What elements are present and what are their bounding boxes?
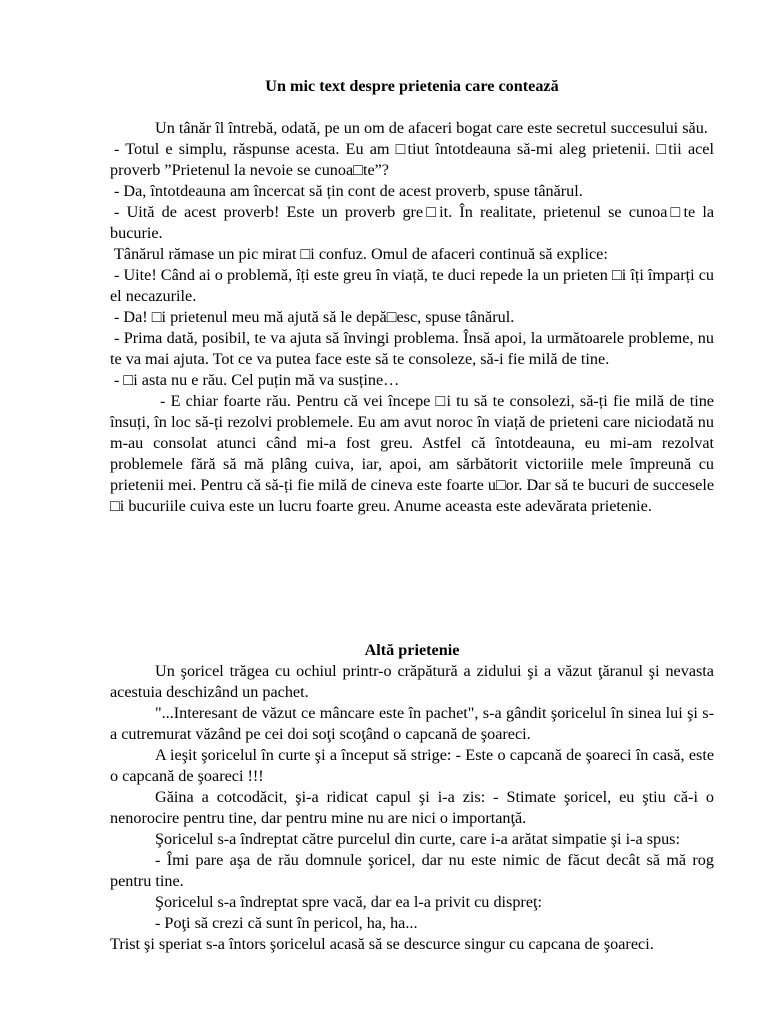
story-section-other-friendship: [110, 640, 714, 955]
paragraph: Şoricelul s-a îndreptat spre vacă, dar ea l-a privit cu dispreţ:: [155, 893, 542, 911]
paragraph: - Totul e simplu, răspunse acesta. Eu am □tiut întotdeauna să-mi aleg prietenii. □tii acel proverb ”Prietenul la nevoie se cunoa□te”?: [110, 140, 714, 179]
paragraph: - Uite! Când ai o problemă, îți este greu în viață, te duci repede la un prieten □i îți împarți cu el necazurile.: [110, 266, 714, 305]
paragraph: A ieşit şoricelul în curte şi a început să strige: - Este o capcană de şoareci în casă, este o capcană de şoareci !!!: [110, 746, 714, 785]
paragraph: Un tânăr îl întrebă, odată, pe un om de afaceri bogat care este secretul succesului său.: [155, 119, 708, 137]
paragraph: "...Interesant de văzut ce mâncare este în pachet", s-a gândit şoricelul în sinea lui şi s-a cutremurat văzând pe cei doi soţi scoţând o capcană de şoareci.: [110, 704, 714, 743]
section-title: Un mic text despre prietenia care contează: [265, 77, 559, 95]
paragraph: - Îmi pare aşa de rău domnule şoricel, dar nu este nimic de făcut decât să mă rog pentru tine.: [110, 851, 714, 890]
paragraph: - Da! □i prietenul meu mă ajută să le depă□esc, spuse tânărul.: [114, 308, 515, 326]
paragraph: - Prima dată, posibil, te va ajuta să învingi problema. Însă apoi, la următoarele probleme, nu te va mai ajuta. Tot ce va putea face este să te consoleze, să-i fie milă de tine.: [110, 329, 714, 368]
paragraph: - Da, întotdeauna am încercat să țin cont de acest proverb, spuse tânărul.: [114, 182, 583, 200]
paragraph: - E chiar foarte rău. Pentru că vei începe □i tu să te consolezi, să-ți fie milă de tine însuți, în loc să-ți rezolvi problemele. Eu am avut noroc în viață de prieteni care niciodată nu m-au consolat atunci când mi-a fost greu. Astfel că întotdeauna, eu mi-am rezolvat problemele fără să mă plâng cuiva, iar, apoi, am sărbătorit victoriile mele împreună cu prietenii mei. Pentru că să-ți fie milă de cineva este foarte u□or. Dar să te bucuri de succesele □i bucuriile cuiva este un lucru foarte greu. Anume aceasta este adevărata prietenie.: [110, 392, 714, 515]
paragraph: Tânărul rămase un pic mirat □i confuz. Omul de afaceri continuă să explice:: [114, 245, 608, 263]
story-section-friendship: [110, 76, 714, 517]
paragraph: - Uită de acest proverb! Este un proverb gre□it. În realitate, prietenul se cunoa□te la bucurie.: [110, 203, 714, 242]
section-title: Altă prietenie: [364, 641, 460, 659]
paragraph: - □i asta nu e rău. Cel puțin mă va susține…: [114, 371, 400, 389]
paragraph: Un şoricel trăgea cu ochiul printr-o crăpătură a zidului şi a văzut ţăranul şi nevasta acestuia deschizând un pachet.: [110, 662, 714, 701]
paragraph: Şoricelul s-a îndreptat către purcelul din curte, care i-a arătat simpatie şi i-a spus:: [155, 830, 680, 848]
paragraph: - Poţi să crezi că sunt în pericol, ha, ha...: [155, 914, 418, 932]
paragraph: Găina a cotcodăcit, şi-a ridicat capul şi i-a zis: - Stimate şoricel, eu ştiu că-i o nenorocire pentru tine, dar pentru mine nu are nici o importanţă.: [110, 788, 714, 827]
paragraph: Trist şi speriat s-a întors şoricelul acasă să se descurce singur cu capcana de şoareci.: [110, 935, 654, 953]
